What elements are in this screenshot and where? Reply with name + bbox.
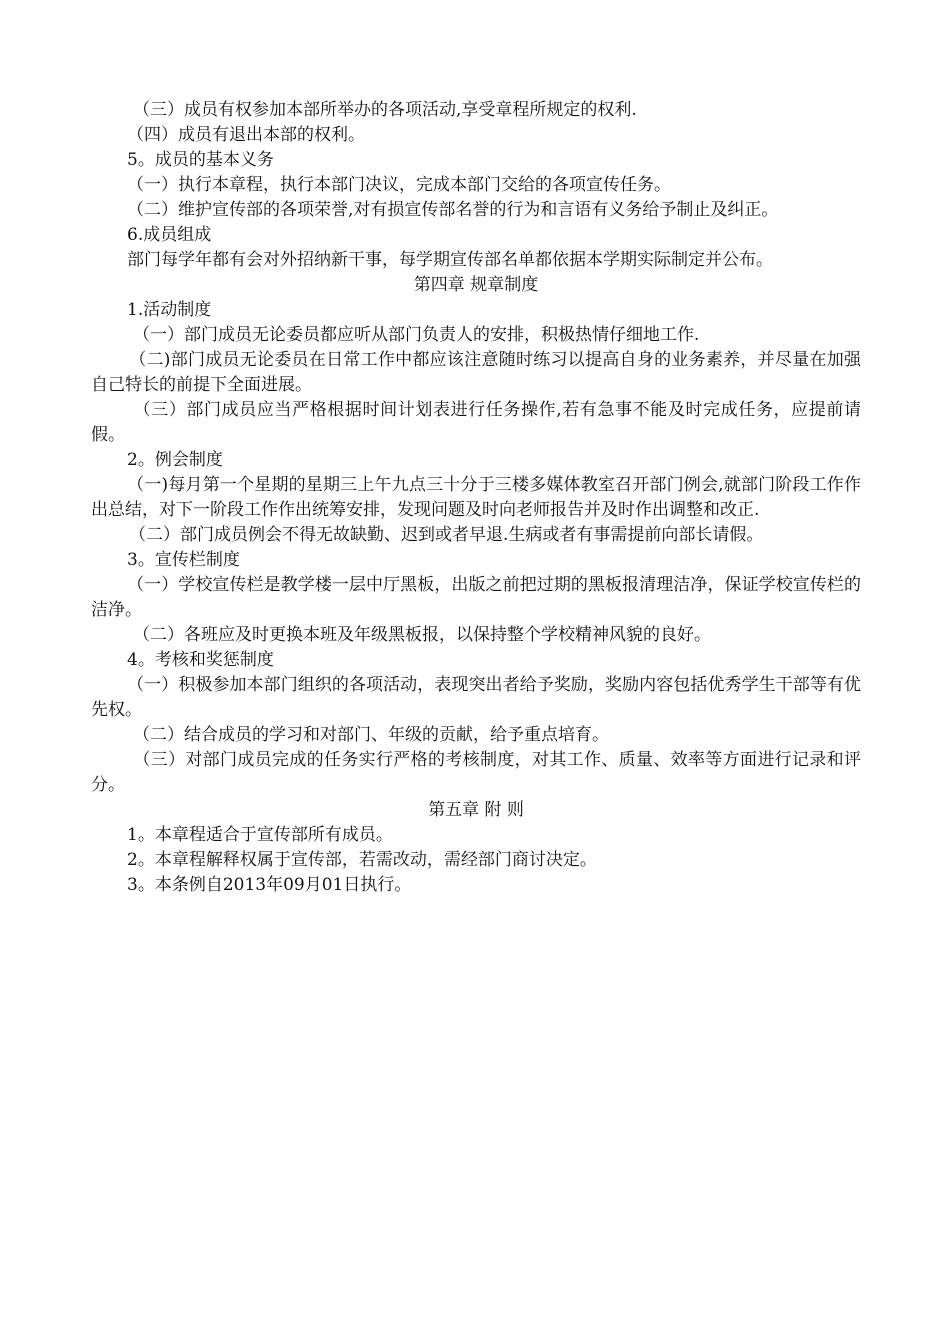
section-heading: 2。例会制度 bbox=[127, 450, 223, 470]
text-line: （二）维护宣传部的各项荣誉,对有损宣传部名誉的行为和言语有义务给予制止及纠正。 bbox=[127, 200, 779, 220]
text-line: （一）执行本章程，执行本部门决议，完成本部门交给的各项宣传任务。 bbox=[127, 175, 671, 195]
paragraph-text: （二)部门成员无论委员在日常工作中都应该注意随时练习以提高自身的业务素养，并尽量在加强自己特长的前提下全面进展。 bbox=[91, 350, 861, 395]
paragraph bbox=[91, 573, 861, 623]
paragraph-text: （三）部门成员应当严格根据时间计划表进行任务操作,若有急事不能及时完成任务，应提前请假。 bbox=[91, 400, 861, 445]
paragraph bbox=[91, 748, 861, 798]
text-line: 3。本条例自2013年09月01日执行。 bbox=[127, 875, 412, 895]
text-line: （二）结合成员的学习和对部门、年级的贡献，给予重点培育。 bbox=[133, 725, 609, 745]
paragraph bbox=[91, 398, 861, 448]
chapter-title: 第四章 规章制度 bbox=[413, 275, 539, 295]
paragraph-text: （一）积极参加本部门组织的各项活动，表现突出者给予奖励，奖励内容包括优秀学生干部等有优先权。 bbox=[91, 675, 861, 720]
section-heading: 5。成员的基本义务 bbox=[127, 150, 274, 170]
text-line: （一）部门成员无论委员都应听从部门负责人的安排，积极热情仔细地工作. bbox=[133, 325, 700, 345]
section-heading: 4。考核和奖惩制度 bbox=[127, 650, 274, 670]
paragraph-text: （一)每月第一个星期的星期三上午九点三十分于三楼多媒体教室召开部门例会,就部门阶段工作作出总结，对下一阶段工作作出统筹安排，发现问题及时向老师报告并及时作出调整和改正. bbox=[91, 475, 861, 520]
section-heading: 3。宣传栏制度 bbox=[127, 550, 240, 570]
paragraph-text: （三）对部门成员完成的任务实行严格的考核制度，对其工作、质量、效率等方面进行记录和评分。 bbox=[91, 750, 861, 795]
text-line: 2。本章程解释权属于宣传部，若需改动，需经部门商讨决定。 bbox=[127, 850, 597, 870]
text-line: （二）部门成员例会不得无故缺勤、迟到或者早退.生病或者有事需提前向部长请假。 bbox=[129, 525, 764, 545]
paragraph bbox=[91, 473, 861, 523]
text-line: 部门每学年都有会对外招纳新干事，每学期宣传部名单都依据本学期实际制定并公布。 bbox=[127, 250, 773, 270]
chapter-title: 第五章 附 则 bbox=[428, 800, 524, 820]
paragraph-text: （一）学校宣传栏是教学楼一层中厅黑板，出版之前把过期的黑板报清理洁净，保证学校宣传栏的洁净。 bbox=[91, 575, 861, 620]
text-line: 1。本章程适合于宣传部所有成员。 bbox=[127, 825, 393, 845]
section-heading: 6.成员组成 bbox=[127, 225, 212, 245]
text-line: （三）成员有权参加本部所举办的各项活动,享受章程所规定的权利. bbox=[133, 100, 637, 120]
paragraph bbox=[91, 673, 861, 723]
section-heading: 1.活动制度 bbox=[127, 300, 212, 320]
document-page bbox=[91, 98, 861, 898]
paragraph bbox=[91, 348, 861, 398]
text-line: （二）各班应及时更换本班及年级黑板报，以保持整个学校精神风貌的良好。 bbox=[133, 625, 711, 645]
text-line: （四）成员有退出本部的权利。 bbox=[127, 125, 365, 145]
